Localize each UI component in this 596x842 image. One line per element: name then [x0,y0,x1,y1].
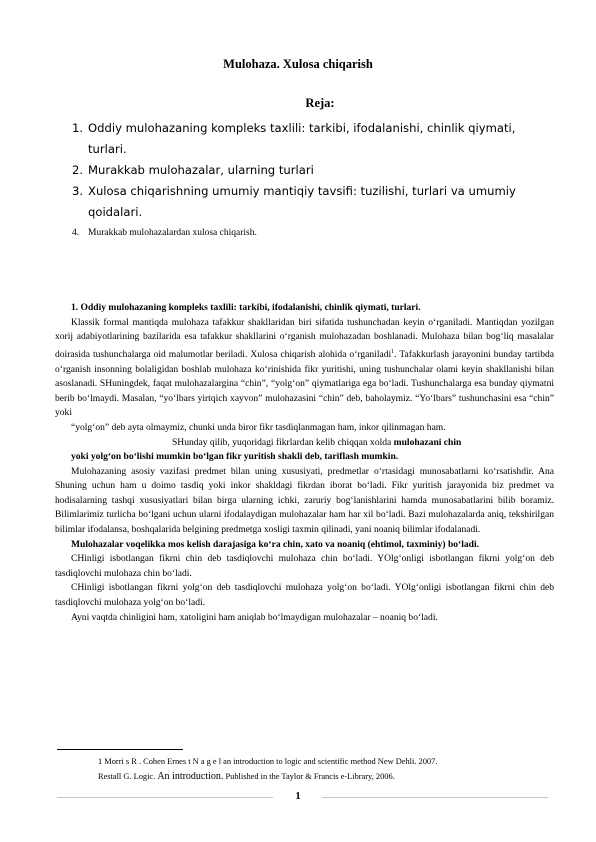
paragraph-bold: Mulohazalar voqelikka mos kelish darajasiga ko‘ra chin, xato va noaniq (ehtimol, taxminiy) bo‘ladi. [71,538,479,550]
plan-heading: Reja: [305,96,335,110]
paragraph [55,436,554,451]
plan-item-text: Murakkab mulohazalar, ularning turlari [88,163,314,177]
plan-item-number: 1. [72,121,84,135]
footnote [98,771,395,782]
paragraph: Mulohazaning asosiy vazifasi predmet bilan uning xususiyati, predmetlar o‘rtasidagi munosabatlarni ko‘rsatishdir. Ana Shuning uchun ham u doimo tasdiq yoki inkor shakldagi fikrdan iborat bo‘ladi. Fikr yuritish jarayonida biz predmet va hodisalarning tashqi xususiyatlari bilan birga ularning ichki, zaruriy bog‘lanishlarini hamda munosabatlarini bilib boramiz. Bilimlarimiz turlicha bo‘lgani uchun ularni ifodalaydigan mulohazalar ham har xil bo‘ladi. Bazi mulohazalarda aniq, tekshirilgan bilimlar ifodalansa, boshqalarida belgining predmetga xosligi taxmin qilinadi, yani noaniq bilimlar ifodalanadi. [55,465,554,536]
paragraph: “yolg‘on” deb ayta olmaymiz, chunki unda biror fikr tasdiqlanmagan ham, inkor qilinmagan ham. [71,421,446,433]
plan-item [72,160,552,181]
plan-item [72,228,257,238]
plan-item-number: 3. [72,184,84,198]
plan-item [72,181,552,202]
paragraph-text: Klassik formal mantiqda mulohaza tafakkur shakllaridan biri sifatida tushunchadan keyin o‘rganiladi. Mantiqdan yozilgan xorij adabiyotlarining bazilarida esa tafakkur shakllarini o‘rganish mulohazadan boshlanadi. Mulohaza bilan bog‘liq masalalar doirasida tushunchalarga oid malumotlar beriladi. Xulosa chiqarish alohida o‘rganiladi [55,316,554,360]
plan-item-text: Oddiy mulohazaning kompleks taxlili: tarkibi, ifodalanishi, chinlik qiymati, [88,121,516,135]
footnote-text: Restall G. Logic. [98,772,158,781]
footnote: 1 Morri s R . Cohen Ernes t N a g e l an introduction to logic and scientific method New Dehli. 2007. [98,757,438,766]
footnote-text: An introduction. [157,771,224,782]
paragraph-text: . Tafakkurlash jarayonini bunday tartibda o‘rganish insonning bolaligidan boshlab mulohaza ko‘rinishida fikr yuritishi, uning tushunchalar olami keyin shakllanishi bilan asoslanadi. SHuningdek, faqat mulohazalargina “chin”, “yolg‘on” qiymatlariga ega bo‘ladi. Tushunchalarga esa bunday qiymatni berib bo‘lmaydi. Masalan, “yo‘lbars yirtqich xayvon” mulohazasini “chin” deb, baholaymiz. “Yo‘lbars” tushunchasini esa “chin” yoki [55,348,554,419]
emphasis-text: mulohazani chin [393,436,462,448]
plan-item-text: Xulosa chiqarishning umumiy mantiqiy tavsifi: tuzilishi, turlari va umumiy [88,184,516,198]
section-heading: 1. Oddiy mulohazaning kompleks taxlili: tarkibi, ifodalanishi, chinlik qiymati, turlari. [71,302,421,313]
paragraph: CHinligi isbotlangan fikrni yolg‘on deb tasdiqlovchi mulohaza yolg‘on bo‘ladi. YOlg‘onligi isbotlangan fikrni chin deb tasdiqlovchi mulohaza yolg‘on bo‘ladi. [55,582,554,609]
plan-list [72,118,552,223]
page-number: 1 [295,791,301,802]
plan-item-continuation: turlari. [88,142,127,156]
footnote-separator [57,749,183,750]
paragraph: CHinligi isbotlangan fikrni chin deb tasdiqlovchi mulohaza chin bo‘ladi. YOlg‘onligi isbotlangan fikrni yolg‘on deb tasdiqlovchi mulohaza chin bo‘ladi. [55,553,554,579]
page-title: Mulohaza. Xulosa chiqarish [223,57,373,71]
body-text [55,301,554,625]
paragraph [55,316,554,421]
plan-item-number: 2. [72,163,84,177]
definition-text: yoki yolg‘on bo‘lishi mumkin bo‘lgan fikr yuritish shakli deb, tariflash mumkin. [71,451,399,463]
plan-item-continuation: qoidalari. [88,205,143,219]
plan-item-text: Murakkab mulohazalardan xulosa chiqarish. [88,228,257,238]
paragraph-text: SHunday qilib, yuqoridagi fikrlardan kelib chiqqan xolda [172,436,394,448]
plan-item [72,118,552,139]
paragraph: Ayni vaqtda chinligini ham, xatoligini ham aniqlab bo‘lmaydigan mulohazalar – noaniq bo‘ladi. [71,611,438,623]
plan-item-number: 4. [72,228,80,238]
footnote-text: Published in the Taylor & Francis e-Library, 2006. [223,772,395,781]
footnote-ref[interactable]: 1 [391,348,395,355]
